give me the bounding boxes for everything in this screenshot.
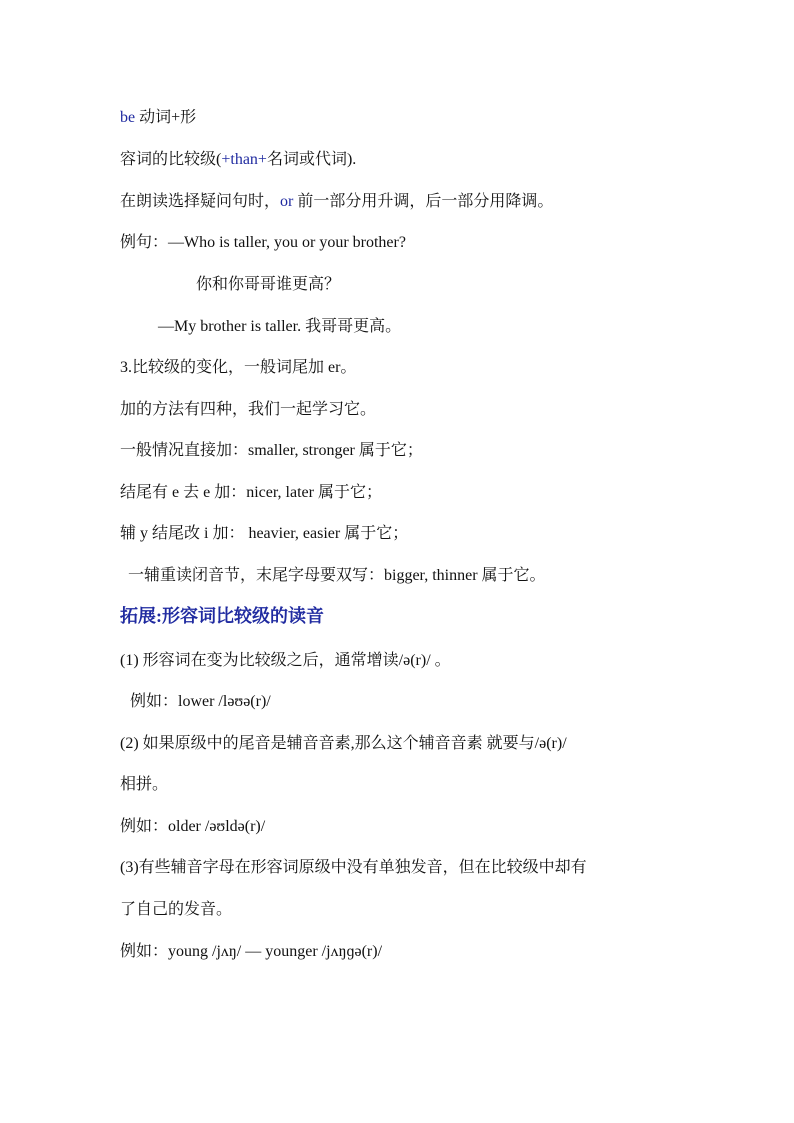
- text-line-four-methods: 加的方法有四种，我们一起学习它。: [120, 401, 377, 418]
- keyword-than: +than+: [221, 151, 267, 168]
- point-2: (2) 如果原级中的尾音是辅音音素,那么这个辅音音素 就要与/ə(r)/: [120, 735, 567, 752]
- text-line-comparative-change: 3.比较级的变化，一般词尾加 er。: [120, 359, 357, 376]
- point-3: (3)有些辅音字母在形容词原级中没有单独发音，但在比较级中却有: [120, 859, 587, 876]
- rule-y-to-i: 辅 y 结尾改 i 加： heavier, easier 属于它；: [120, 525, 409, 542]
- text-line-be-verb: [120, 108, 196, 128]
- text-segment: 动词+形: [135, 109, 197, 126]
- example-answer: —My brother is taller. 我哥哥更高。: [158, 318, 402, 335]
- text-segment: 在朗读选择疑问句时，: [120, 193, 281, 210]
- text-line-intonation: [120, 192, 553, 212]
- text-segment: 名词或代词).: [266, 151, 357, 168]
- example-question: 例句：—Who is taller, you or your brother?: [120, 234, 406, 251]
- rule-direct-add: 一般情况直接加：smaller, stronger 属于它；: [120, 442, 423, 459]
- point-1: (1) 形容词在变为比较级之后，通常增读/ə(r)/ 。: [120, 652, 451, 669]
- rule-double-consonant: 一辅重读闭音节，末尾字母要双写：bigger, thinner 属于它。: [128, 567, 546, 584]
- example-question-translation: 你和你哥哥谁更高？: [196, 276, 341, 293]
- example-lower: 例如：lower /ləʊə(r)/: [130, 693, 271, 710]
- point-2-continued: 相拼。: [120, 776, 169, 793]
- example-older: 例如：older /əʊldə(r)/: [120, 818, 266, 835]
- section-heading: 拓展:形容词比较级的读音: [120, 606, 324, 626]
- text-segment: 容词的比较级(: [120, 151, 222, 168]
- text-segment: 前一部分用升调，后一部分用降调。: [293, 193, 554, 210]
- keyword-or: or: [280, 193, 294, 210]
- keyword-be: be: [120, 109, 136, 126]
- example-younger: 例如：young /jʌŋ/ — younger /jʌŋɡə(r)/: [120, 943, 383, 960]
- rule-drop-e: 结尾有 e 去 e 加：nicer, later 属于它；: [120, 484, 382, 501]
- point-3-continued: 了自己的发音。: [120, 901, 233, 918]
- text-line-comparative-rule: [120, 150, 356, 170]
